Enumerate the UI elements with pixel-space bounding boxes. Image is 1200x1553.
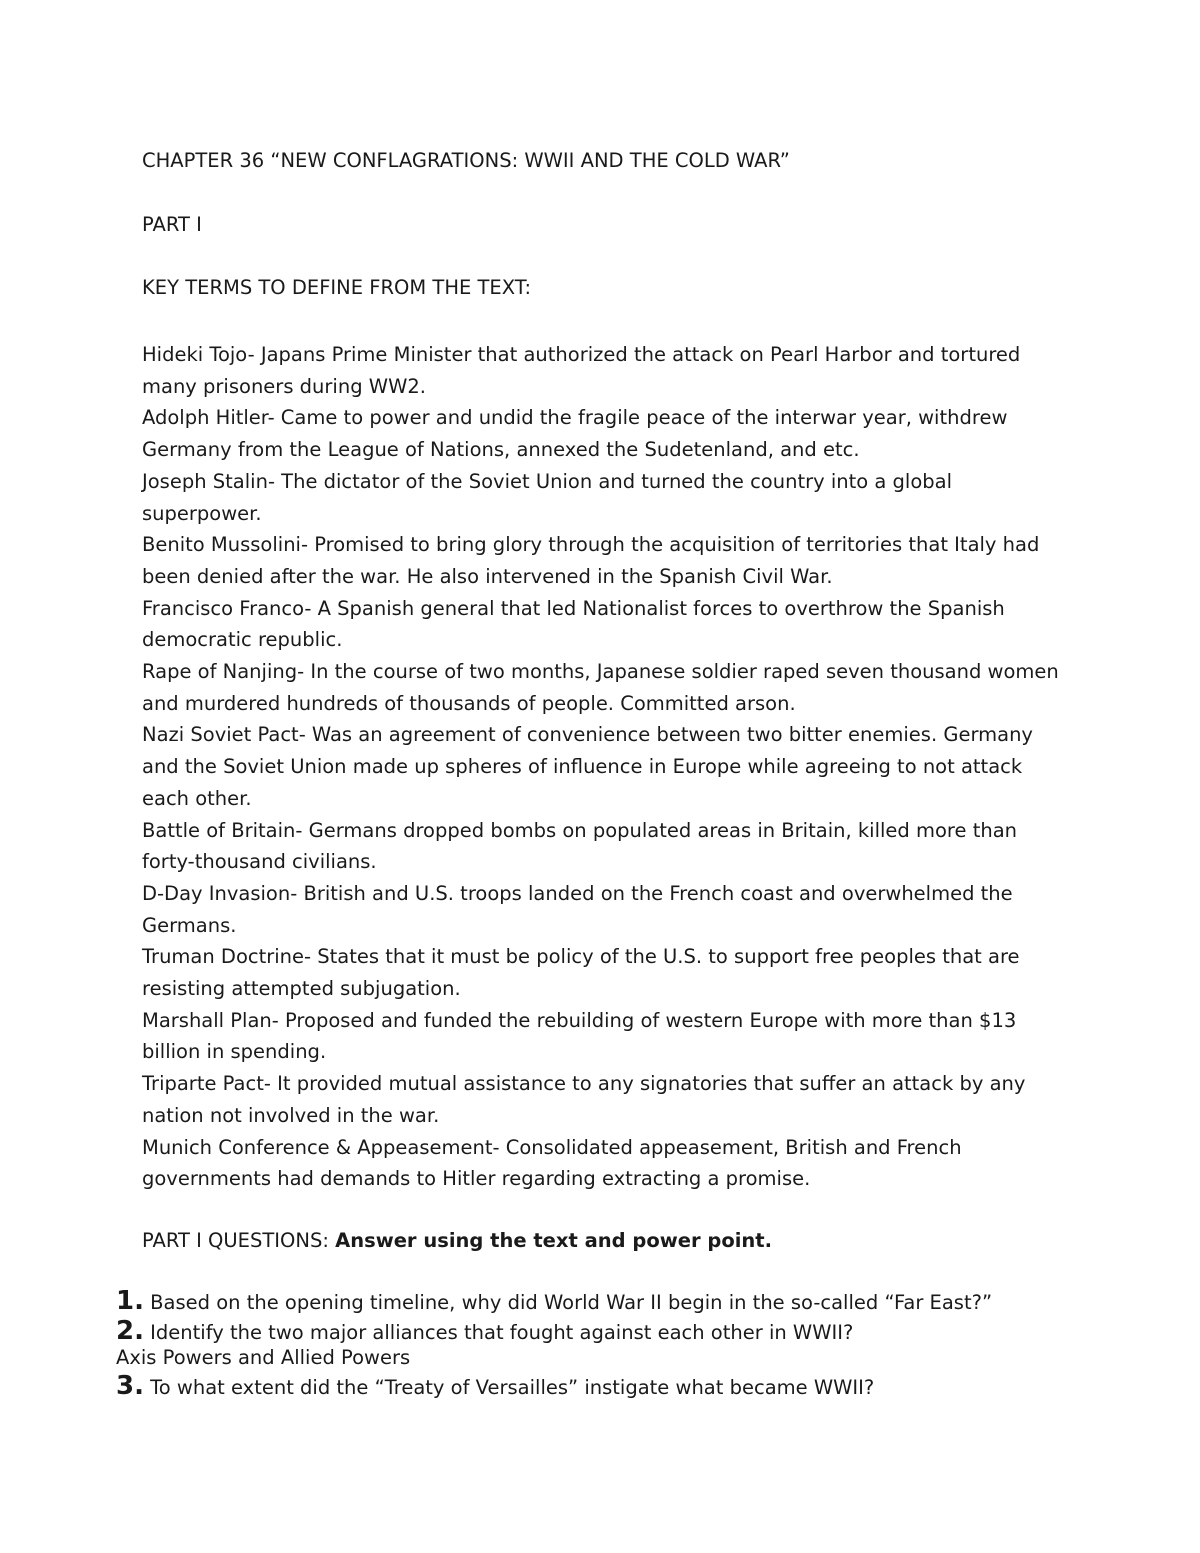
term-adolph-hitler: Adolph Hitler- Came to power and undid the fragile peace of the interwar year, withdrew Germany from the League of Nations, annexed the Sudetenland, and etc. (142, 406, 1008, 462)
questions-heading (142, 1229, 772, 1253)
term-rape-of-nanjing: Rape of Nanjing- In the course of two months, Japanese soldier raped seven thousand women and murdered hundreds of thousands of people. Committed arson. (142, 660, 1059, 715)
question-2 (116, 1318, 853, 1346)
key-terms-heading: KEY TERMS TO DEFINE FROM THE TEXT: (142, 276, 532, 299)
term-hideki-tojo: Hideki Tojo- Japans Prime Minister that authorized the attack on Pearl Harbor and tortured many prisoners during WW2. (142, 343, 1021, 398)
questions-heading-instruction: Answer using the text and power point. (335, 1229, 773, 1252)
term-truman-doctrine: Truman Doctrine- States that it must be policy of the U.S. to support free peoples that are resisting attempted subjugation. (142, 945, 1020, 1001)
question-number: 3. (116, 1371, 144, 1401)
answer-2: Axis Powers and Allied Powers (116, 1346, 411, 1369)
term-munich-conference: Munich Conference & Appeasement- Consolidated appeasement, British and French governments had demands to Hitler regarding extracting a promise. (142, 1135, 962, 1191)
question-number: 2. (116, 1316, 144, 1346)
term-triparte-pact: Triparte Pact- It provided mutual assistance to any signatories that suffer an attack by any nation not involved in the war. (142, 1072, 1026, 1127)
term-marshall-plan: Marshall Plan- Proposed and funded the rebuilding of western Europe with more than $13 billion in spending. (142, 1008, 1017, 1064)
term-francisco-franco: Francisco Franco- A Spanish general that led Nationalist forces to overthrow the Spanish democratic republic. (142, 596, 1005, 652)
question-text: Based on the opening timeline, why did World War II begin in the so-called “Far East?” (143, 1291, 993, 1314)
question-text: To what extent did the “Treaty of Versailles” instigate what became WWII? (143, 1376, 875, 1399)
term-battle-of-britain: Battle of Britain- Germans dropped bombs on populated areas in Britain, killed more than forty-thousand civilians. (142, 818, 1018, 874)
term-d-day-invasion: D-Day Invasion- British and U.S. troops landed on the French coast and overwhelmed the Germans. (142, 881, 1013, 937)
term-joseph-stalin: Joseph Stalin- The dictator of the Soviet Union and turned the country into a global superpower. (142, 469, 953, 525)
term-nazi-soviet-pact: Nazi Soviet Pact- Was an agreement of convenience between two bitter enemies. Germany and the Soviet Union made up spheres of influence in Europe while agreeing to not attack each other. (142, 723, 1033, 810)
question-text: Identify the two major alliances that fought against each other in WWII? (143, 1321, 854, 1344)
question-1 (116, 1288, 992, 1316)
question-3 (116, 1373, 874, 1401)
term-benito-mussolini: Benito Mussolini- Promised to bring glory through the acquisition of territories that Italy had been denied after the war. He also intervened in the Spanish Civil War. (142, 533, 1040, 588)
part-label: PART I (142, 213, 202, 236)
key-terms-list (142, 339, 1072, 1195)
chapter-title: CHAPTER 36 “NEW CONFLAGRATIONS: WWII AND THE COLD WAR” (142, 149, 790, 172)
question-number: 1. (116, 1286, 144, 1316)
questions-heading-prefix: PART I QUESTIONS: (142, 1229, 336, 1252)
